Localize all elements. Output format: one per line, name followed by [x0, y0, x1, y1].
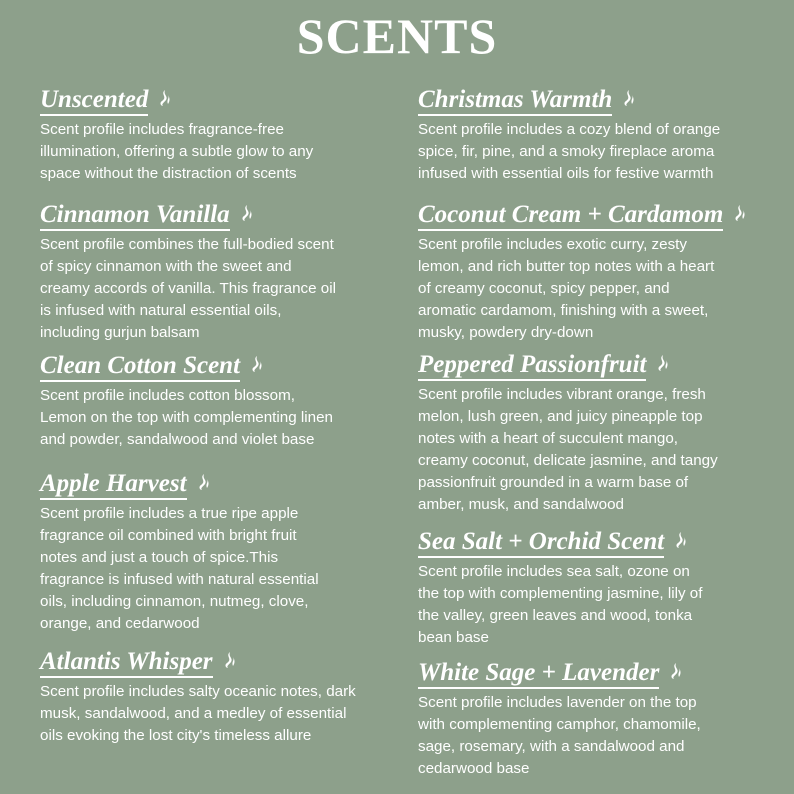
- scent-name: Unscented: [40, 86, 148, 116]
- scent-entry: [418, 528, 778, 649]
- scent-header: [40, 648, 390, 678]
- scent-header: [40, 352, 390, 382]
- scent-description: Scent profile includes cotton blossom, Lemon on the top with complementing linen and powder, sandalwood and violet base: [40, 387, 333, 448]
- scent-name: Coconut Cream + Cardamom: [418, 201, 723, 231]
- scent-header: [40, 470, 390, 500]
- scent-description: Scent profile includes salty oceanic notes, dark musk, sandalwood, and a medley of essential oils evoking the lost city's timeless allure: [40, 683, 356, 744]
- flame-icon: [196, 473, 210, 496]
- scent-header: [40, 86, 390, 116]
- scent-header: [418, 201, 778, 231]
- flame-icon: [157, 89, 171, 112]
- flame-icon: [732, 204, 746, 227]
- flame-icon: [673, 531, 687, 554]
- page-title: SCENTS: [296, 8, 498, 64]
- scent-header: [418, 659, 778, 689]
- scent-entry: [418, 86, 778, 185]
- scent-header: [40, 201, 390, 231]
- flame-icon: [621, 89, 635, 112]
- scent-entry: [418, 201, 778, 344]
- scent-description: Scent profile includes a true ripe apple fragrance oil combined with bright fruit notes and just a touch of spice.This fragrance is infused with natural essential oils, including cinnamon, nutmeg, clove, orange, and cedarwood: [40, 505, 319, 632]
- scent-description: Scent profile includes exotic curry, zesty lemon, and rich butter top notes with a heart of creamy coconut, spicy pepper, and aromatic cardamom, finishing with a sweet, musky, powdery dry-down: [418, 236, 715, 341]
- scent-name: Christmas Warmth: [418, 86, 612, 116]
- flame-icon: [249, 355, 263, 378]
- scent-description: Scent profile includes vibrant orange, fresh melon, lush green, and juicy pineapple top notes with a heart of succulent mango, creamy coconut, delicate jasmine, and tangy passionfruit grounded in a warm base of amber, musk, and sandalwood: [418, 386, 718, 513]
- scent-name: Peppered Passionfruit: [418, 351, 646, 381]
- scent-entry: [40, 86, 390, 185]
- scent-header: [418, 351, 778, 381]
- scent-description: Scent profile includes fragrance-free illumination, offering a subtle glow to any space without the distraction of scents: [40, 121, 314, 182]
- scent-header: [418, 86, 778, 116]
- scent-entry: [40, 648, 390, 747]
- scent-name: Clean Cotton Scent: [40, 352, 240, 382]
- scent-name: Apple Harvest: [40, 470, 187, 500]
- scent-name: Cinnamon Vanilla: [40, 201, 230, 231]
- scent-header: [418, 528, 778, 558]
- flame-icon: [222, 651, 236, 674]
- scent-name: Sea Salt + Orchid Scent: [418, 528, 664, 558]
- scent-entry: [40, 470, 390, 635]
- flame-icon: [668, 662, 682, 685]
- scent-description: Scent profile combines the full-bodied scent of spicy cinnamon with the sweet and creamy accords of vanilla. This fragrance oil is infused with natural essential oils, including gurjun balsam: [40, 236, 337, 341]
- scent-entry: [40, 201, 390, 344]
- flame-icon: [239, 204, 253, 227]
- scent-name: Atlantis Whisper: [40, 648, 213, 678]
- flame-icon: [655, 354, 669, 377]
- scent-entry: [418, 659, 778, 780]
- scent-description: Scent profile includes sea salt, ozone on the top with complementing jasmine, lily of the valley, green leaves and wood, tonka bean base: [418, 563, 703, 646]
- scent-entry: [40, 352, 390, 451]
- scent-entry: [418, 351, 778, 516]
- scent-description: Scent profile includes lavender on the top with complementing camphor, chamomile, sage, rosemary, with a sandalwood and cedarwood base: [418, 694, 701, 777]
- scent-description: Scent profile includes a cozy blend of orange spice, fir, pine, and a smoky fireplace aroma infused with essential oils for festive warmth: [418, 121, 721, 182]
- scent-name: White Sage + Lavender: [418, 659, 659, 689]
